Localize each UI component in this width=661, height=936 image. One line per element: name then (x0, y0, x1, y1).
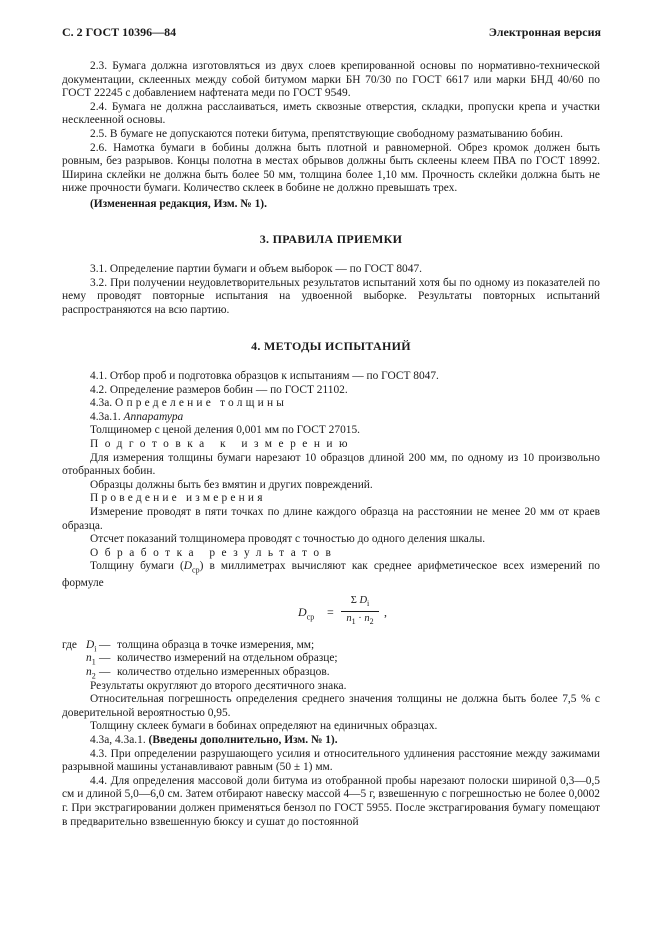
clause-4-3a-reference (62, 734, 600, 748)
formula-denominator (341, 612, 379, 628)
where-text-2: количество измерений на отдельном образце; (117, 652, 338, 665)
thickness-symbol: D (183, 560, 193, 573)
edit-note: (Измененная редакция, Изм. № 1). (90, 197, 267, 210)
formula-num-subscript: i (367, 598, 370, 608)
where-dash-3: — (99, 666, 111, 679)
clause-2-5: 2.5. В бумаге не допускаются потеки битума, препятствующие свободному разматыванию бобин. (90, 127, 563, 140)
formula-den-n2: n (364, 612, 370, 624)
preparation-title: Подготовка к измерению (90, 438, 355, 451)
rounding-text: Результаты округляют до второго десятичного знака. (90, 679, 347, 692)
page-header-left: С. 2 ГОСТ 10396—84 (62, 25, 177, 39)
clause-4-3a-reference-note: (Введены дополнительно, Изм. № 1). (148, 734, 338, 747)
formula-den-n1: n (346, 612, 352, 624)
preparation-text: Для измерения толщины бумаги нарезают 10 образцов длиной 200 мм, по одному из 10 произвольно отобранных бобин. (62, 451, 600, 478)
formula-fraction (341, 595, 379, 628)
clause-4-3a-title: Определение толщины (115, 397, 288, 410)
where-prefix: где (62, 638, 77, 651)
section-3-title: 3. ПРАВИЛА ПРИЕМКИ (259, 231, 403, 246)
section-4-title: 4. МЕТОДЫ ИСПЫТАНИЙ (251, 338, 411, 353)
clause-4-2: 4.2. Определение размеров бобин — по ГОСТ 21102. (90, 383, 348, 396)
formula-lhs (298, 606, 314, 624)
error-text: Относительная погрешность определения среднего значения толщины не должна быть более 7,5 % с доверительной вероятностью 0,95. (62, 693, 600, 719)
thickness-formula (62, 595, 600, 637)
thickness-subscript: ср (192, 565, 200, 575)
thickness-post: ) в миллиметрах вычисляют как среднее арифметическое всех измерений по формуле (62, 560, 600, 590)
formula-equals: = (327, 604, 334, 619)
splices-text: Толщину склеек бумаги в бобинах определяют на единичных образцах. (90, 720, 438, 733)
clause-3-1: 3.1. Определение партии бумаги и объем выборок — по ГОСТ 8047. (90, 263, 422, 276)
where-row-3 (62, 666, 600, 680)
where-dash-2: — (99, 652, 111, 665)
clause-4-3a-1-number: 4.3а.1. (90, 410, 121, 423)
clause-4-3a-reference-number: 4.3а, 4.3а.1. (90, 734, 146, 747)
formula-numerator (341, 595, 379, 612)
where-text-1: толщина образца в точке измерения, мм; (117, 638, 315, 651)
clause-4-3a-number: 4.3а. (90, 397, 113, 410)
where-row-2 (62, 652, 600, 666)
formula-den-n1-sub: 1 (351, 617, 356, 627)
clause-2-4: 2.4. Бумага не должна расслаиваться, иметь сквозные отверстия, складки, пропуски крепа и участки несклеенной основы. (62, 100, 600, 127)
apparatus-text: Толщиномер с ценой деления 0,001 мм по ГОСТ 27015. (90, 424, 361, 437)
where-symbol-1-letter: D (86, 638, 95, 651)
where-symbol-1-sub: i (94, 644, 97, 654)
where-text-3: количество отдельно измеренных образцов. (117, 666, 330, 679)
processing-title: Обработка результатов (90, 546, 338, 559)
where-symbol-3-sub: 2 (91, 671, 96, 681)
clause-3-2: 3.2. При получении неудовлетворительных результатов испытаний хотя бы по одному из показателей по нему проводят повторные испытания на удвоенной выборке. Результаты повторных испытаний распространяются на всю партию. (62, 276, 600, 316)
thickness-calc-text (62, 560, 600, 590)
reading-text: Отсчет показаний толщиномера проводят с точностью до одного деления шкалы. (90, 533, 486, 546)
where-symbol-2-sub: 1 (91, 657, 96, 667)
formula-lhs-subscript: ср (306, 612, 315, 622)
formula-sigma: Σ (350, 594, 357, 606)
where-symbol-2-letter: n (86, 652, 92, 665)
measurement-title: Проведение измерения (90, 492, 266, 505)
formula-den-dot: · (358, 612, 362, 624)
clause-4-3: 4.3. При определении разрушающего усилия и относительного удлинения расстояние между зажимами разрывной машины устанавливают равным (50 ± 1) мм. (62, 747, 600, 774)
clause-2-6: 2.6. Намотка бумаги в бобины должна быть плотной и равномерной. Обрез кромок должен быть ровным, без разрывов. Концы полотна в местах обрывов должны быть склеены клеем ПВА по ГОСТ 18992. Ширина склейки не должна быть более 50 мм, толщина более 1,10 мм. Прочность склейки должна быть не ниже прочности бумаги. Количество склеек в бобине не должно превышать трех. (62, 141, 600, 195)
clause-4-1: 4.1. Отбор проб и подготовка образцов к испытаниям — по ГОСТ 8047. (90, 370, 439, 383)
where-symbol-3 (86, 666, 96, 683)
clause-4-3a-1-title: Аппаратура (123, 410, 184, 423)
clause-2-3: 2.3. Бумага должна изготовляться из двух слоев крепированной основы по нормативно-технической документации, склеенных между собой битумом марки БН 70/30 по ГОСТ 6617 или марки БНД 40/60 по ГОСТ 22245 с добавлением нафтената меди по ГОСТ 9549. (62, 60, 600, 100)
measurement-text: Измерение проводят в пяти точках по длине каждого образца на расстоянии не менее 20 мм от краев образца. (62, 506, 600, 532)
page-header-right: Электронная версия (488, 25, 601, 39)
where-row-1 (62, 639, 600, 653)
where-dash-1: — (99, 638, 111, 651)
clause-4-4: 4.4. Для определения массовой доли битума из отобранной пробы нарезают полоски шириной 0,3—0,5 см и длиной 5,0—6,0 см. Затем отбирают навеску массой 4—5 г, взвешенную с погрешностью не более 0,0002 г. При экстрагировании должен применяться бензол по ГОСТ 5955. После экстрагирования бумагу помещают в предварительно взвешенную бюксу и сушат до постоянной (62, 774, 600, 828)
clause-4-3a-1 (62, 411, 600, 425)
formula-den-n2-sub: 2 (369, 617, 374, 627)
clause-4-3a (62, 397, 600, 411)
thickness-pre: Толщину бумаги ( (90, 560, 184, 573)
formula-lhs-symbol: D (298, 604, 307, 619)
formula-comma: , (384, 604, 387, 619)
document-body (62, 60, 600, 829)
formula-num-symbol: D (359, 594, 368, 606)
samples-text: Образцы должны быть без вмятин и других повреждений. (90, 478, 373, 491)
where-symbol-3-letter: n (86, 666, 92, 679)
